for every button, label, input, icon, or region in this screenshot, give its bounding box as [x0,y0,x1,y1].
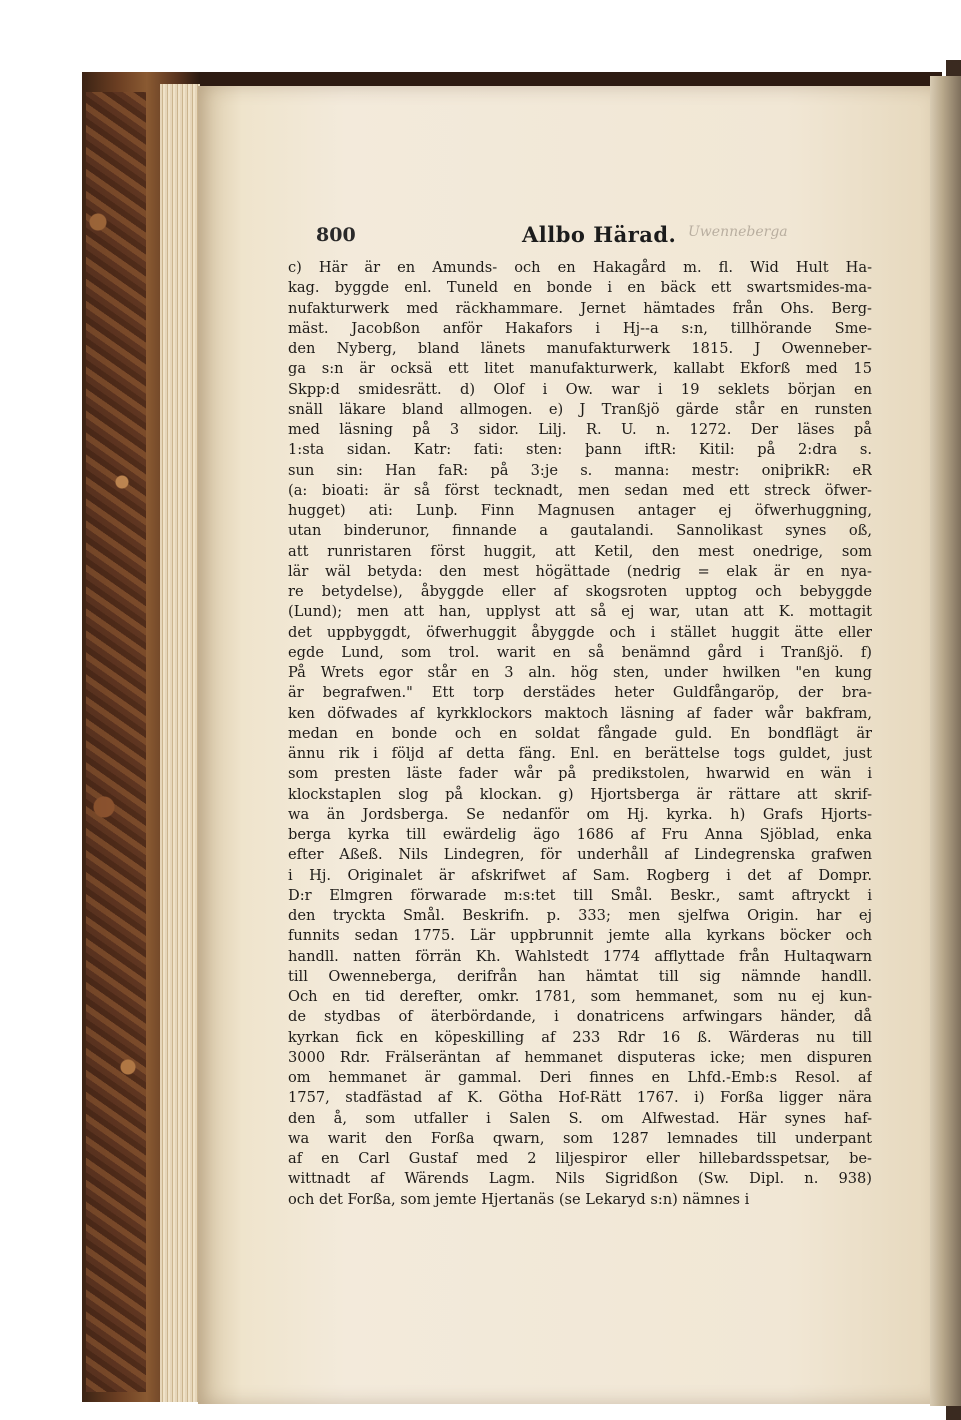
text-line: af en Carl Gustaf med 2 liljespiror eller hillebardsspetsar, be- [288,1150,872,1167]
text-line: mäst. Jacobßon anför Hakafors i Hj--a s:n, tillhörande Sme- [288,319,872,337]
marbled-cover [86,92,146,1392]
text-line: 1:sta sidan. Katr: fati: sten: þann iftR: Kitil: på 2:dra s. [288,441,872,459]
text-line: är begrafwen." Ett torp derstädes heter Guldfångaröр, der bra- [288,684,872,702]
text-line: Skpp:d smidesrätt. d) Olof i Ow. war i 19 seklets början en [288,380,872,398]
text-line: sun sin: Han faR: på 3:je s. manna: mestr: oniþrikR: eR [288,461,872,479]
text-line: de stydbas of äterbördande, i donatricens arfwingars händer, då [288,1008,872,1026]
text-line: och det Forßa, som jemte Hjertanäs (se Lekaryd s:n) nämnes i [288,1190,750,1208]
text-line: re betydelse), åbyggde eller af skogsroten upptog och bebyggde [288,583,872,600]
text-line: snäll läkare bland allmogen. e) J Tranßjö gärde står en runsten [288,400,872,418]
text-line: ken döfwades af kyrkklockors maktoch läsning af fader wår bakfram, [288,704,872,722]
text-line: egde Lund, som trol. warit en så benämnd gård i Tranßjö. f) [288,643,872,661]
text-line: att runristaren först huggit, att Ketil, den mest onedrige, som [288,542,872,560]
text-line: klockstaplen slog på klockan. g) Hjortsberga är rättare att skrif- [288,785,872,803]
bleed-through-text: Uwenneberga [688,224,788,240]
facing-page-fold [930,76,961,1406]
text-line: som presten läste fader wår på predikstolen, hwarwid en wän i [288,765,872,783]
page-number: 800 [316,224,356,246]
text-line: c) Här är en Amunds- och en Hakagård m. fl. Wid Hult Ha- [288,259,872,276]
page-header [316,220,876,254]
text-line: 1757, stadfästad af K. Götha Hof-Rätt 1767. i) Forßa ligger nära [288,1089,872,1107]
text-line: 3000 Rdr. Frälseräntan af hemmanet disputeras icke; men dispuren [288,1048,872,1066]
text-line: På Wrets egor står en 3 aln. hög sten, under hwilken "en kung [288,664,872,681]
text-line: den å, som utfaller i Salen S. om Alfwestad. Här synes haf- [288,1109,872,1127]
text-line: wittnadt af Wärends Lagm. Nils Sigridßon (Sw. Dipl. n. 938) [288,1170,872,1188]
text-line: handll. natten förrän Kh. Wahlstedt 1774 afflyttade från Hultaqwarn [288,947,872,965]
running-head: Allbo Härad. [522,222,677,247]
text-line: ännu rik i följd af detta fäng. Enl. en berättelse togs guldet, just [288,745,872,762]
text-line: wa än Jordsberga. Se nedanför om Hj. kyrka. h) Grafs Hjorts- [288,805,872,823]
text-line: till Owenneberga, derifrån han hämtat till sig nämnde handll. [288,967,872,985]
text-line: D:r Elmgren förwarade m:s:tet till Smål. Beskr., samt aftryckt i [288,886,872,904]
text-line: efter Aßeß. Nils Lindegren, för underhåll af Lindegrenska grafwen [288,846,872,864]
body-text [288,258,872,1210]
book-top-edge [82,72,942,86]
text-line: lär wäl betyda: den mest högättade (nedrig = elak är en nya- [288,562,872,580]
text-line: utan binderunor, finnande a gautalandi. Sannolikast synes oß, [288,522,872,540]
page-edges [160,84,200,1402]
text-line: kag. byggde enl. Tuneld en bonde i en bäck ett swartsmides-ma- [288,279,872,297]
text-line: ga s:n är ocksä ett litet manufakturwerk, kallabt Ekforß med 15 [288,360,872,378]
text-line: (Lund); men att han, upplyst att så ej war, utan att K. mottagit [288,603,872,621]
text-line: hugget) ati: Lunþ. Finn Magnusen antager ej öfwerhuggning, [288,502,872,519]
text-line: i Hj. Originalet är afskrifwet af Sam. Rogberg i det af Dompr. [288,866,872,884]
text-line: wa warit den Forßa qwarn, som 1287 lemnades till underpant [288,1129,872,1147]
text-line: medan en bonde och en soldat fångade guld. En bondflägt är [288,724,872,742]
text-line: (a: bioati: är så först tecknadt, men sedan med ett streck öfwer- [288,481,872,499]
text-line: kyrkan fick en köpeskilling af 233 Rdr 16 ß. Wärderas nu till [288,1028,872,1046]
text-line: den Nyberg, bland länets manufakturwerk 1815. J Owenneber- [288,340,872,357]
text-line: med läsning på 3 sidor. Lilj. R. U. n. 1272. Der läses på [288,421,872,438]
text-line: funnits sedan 1775. Lär uppbrunnit jemte alla kyrkans böcker och [288,927,872,945]
text-line: det uppbyggdt, öfwerhuggit åbyggde och i stället huggit ätte eller [288,623,872,641]
text-line: Och en tid derefter, omkr. 1781, som hemmanet, som nu ej kun- [288,988,872,1005]
text-line: nufakturwerk med räckhammare. Jernet hämtades från Ohs. Berg- [288,299,872,317]
text-line: berga kyrka till ewärdelig ägo 1686 af Fru Anna Sjöblad, enka [288,826,872,843]
text-line: den tryckta Smål. Beskrifn. p. 333; men sjelfwa Origin. har ej [288,907,872,924]
text-line: om hemmanet är gammal. Deri finnes en Lhfd.-Emb:s Resol. af [288,1069,872,1086]
